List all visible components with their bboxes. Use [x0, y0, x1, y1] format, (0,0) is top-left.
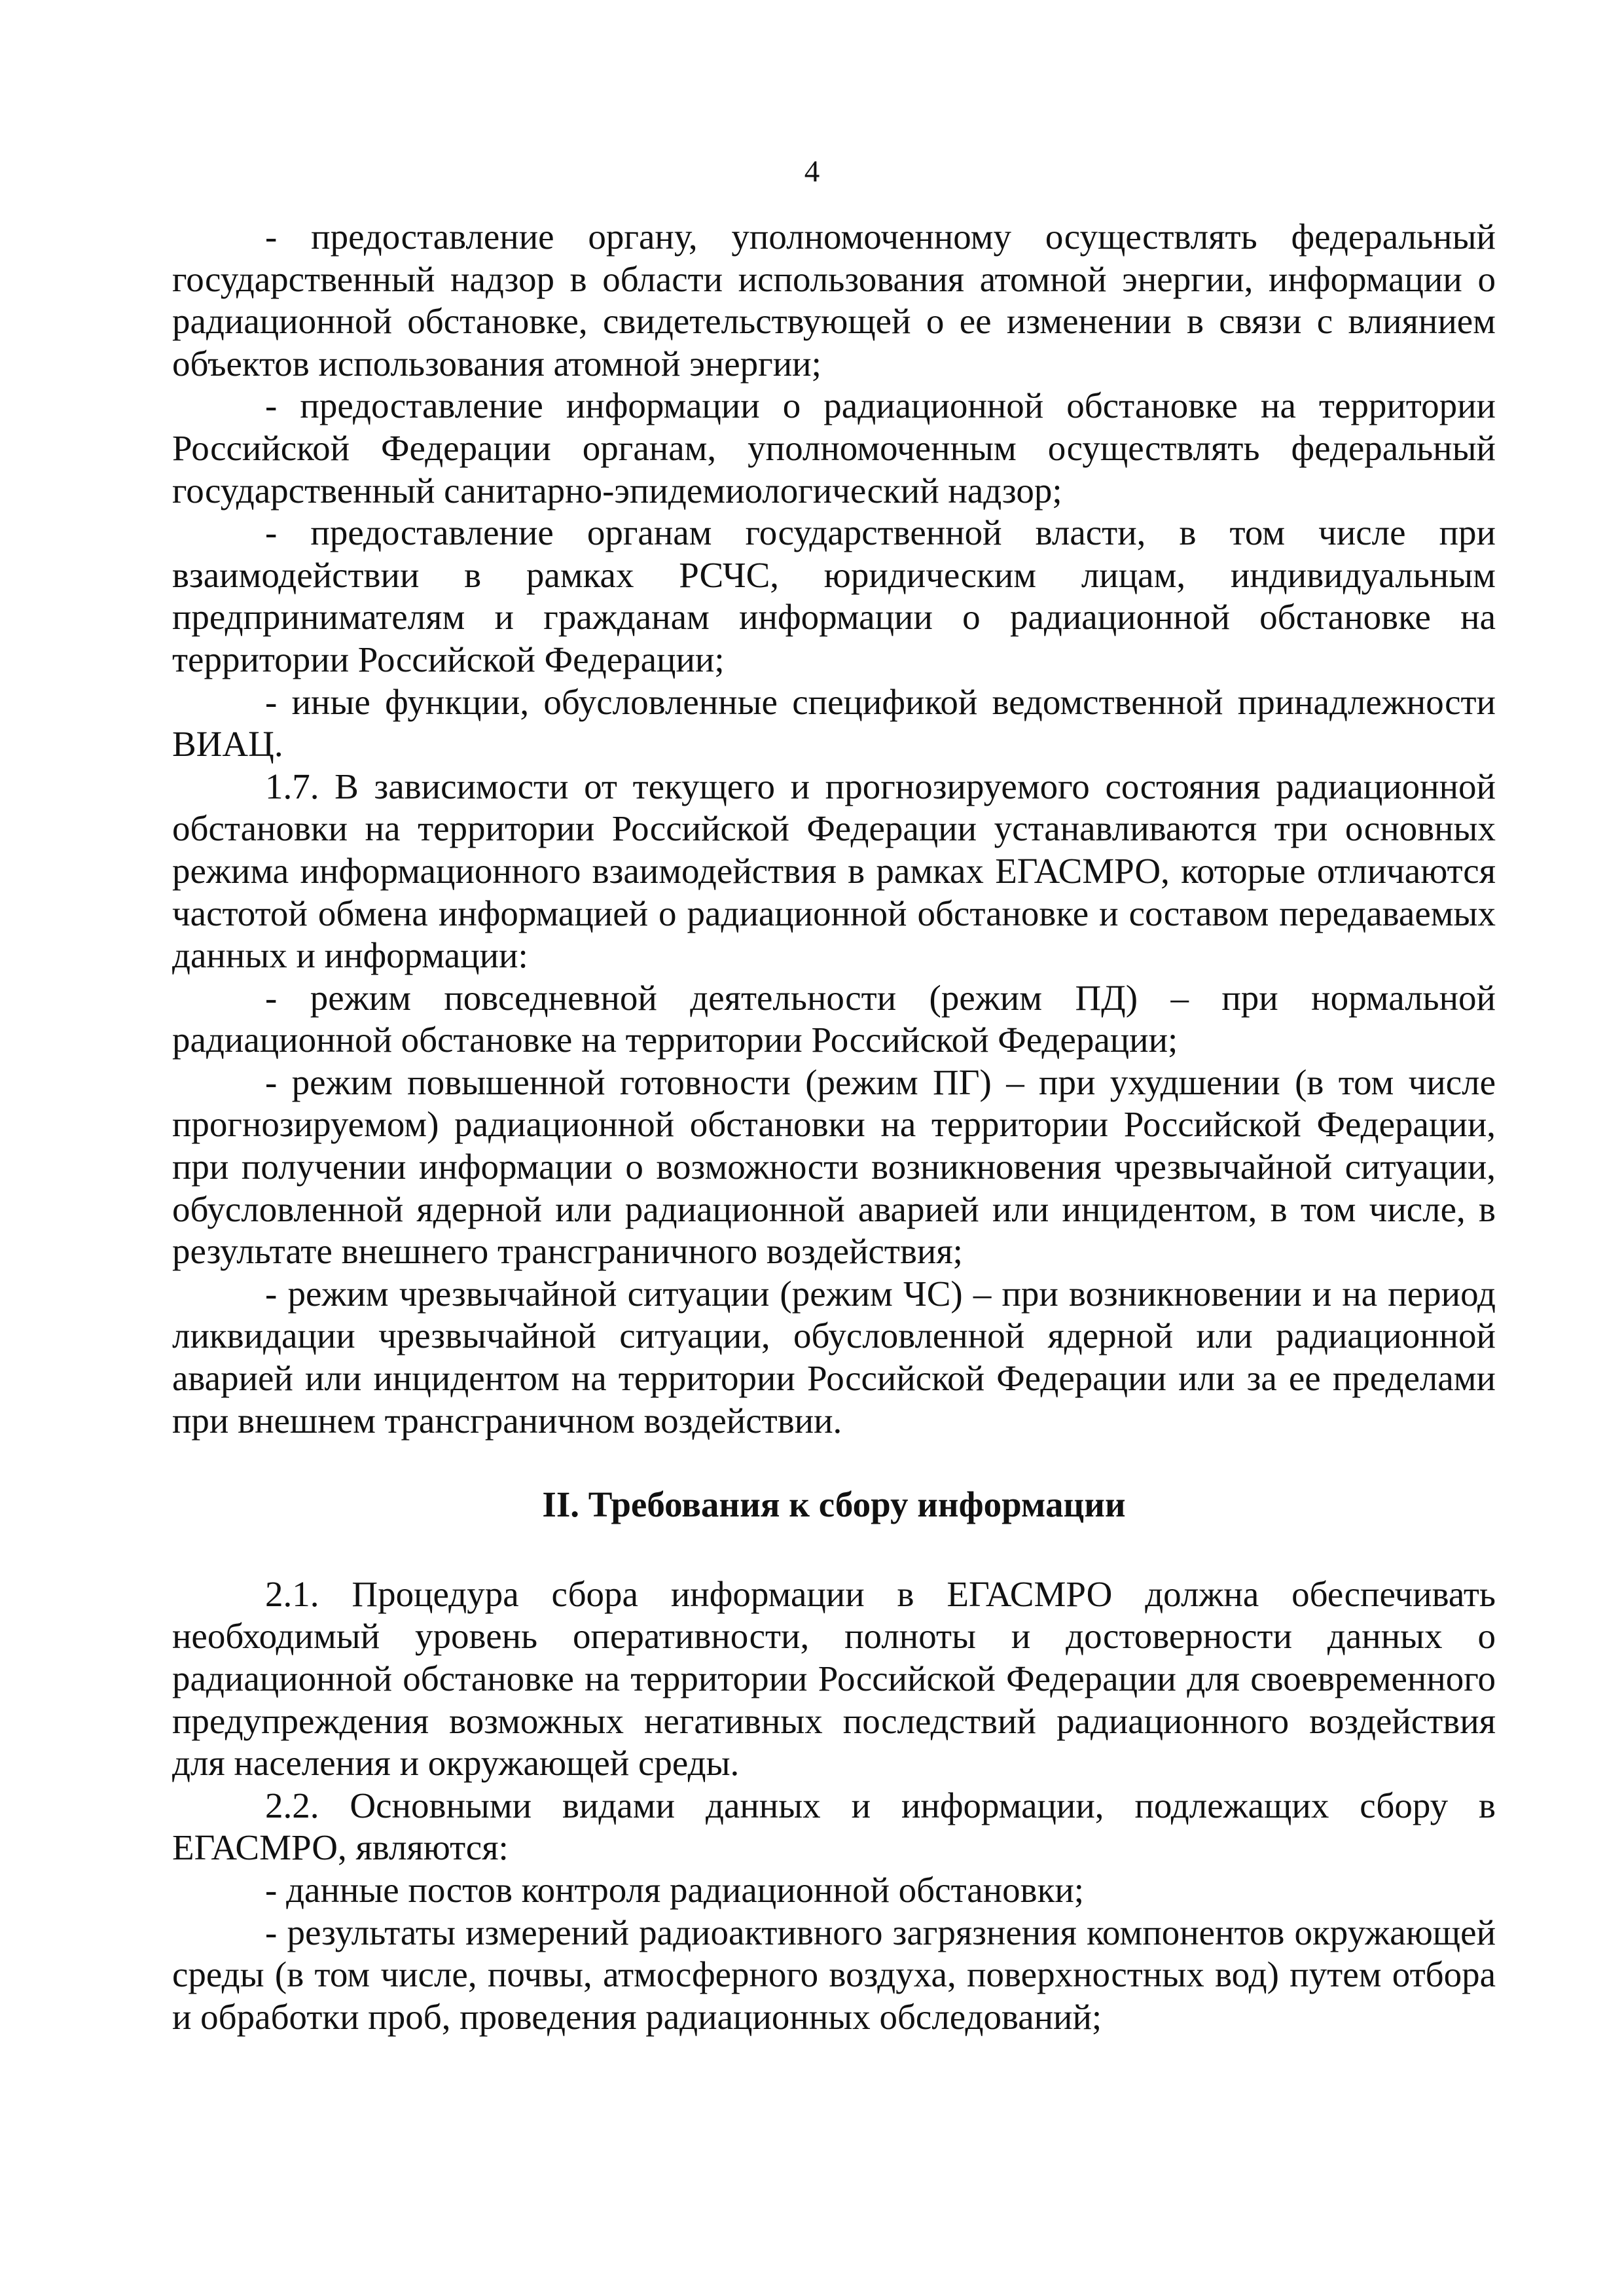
paragraph-bullet-other-functions: - иные функции, обусловленные спецификой ведомственной принадлежности ВИАЦ.: [172, 681, 1496, 764]
paragraph-bullet-nadzor-atom: - предоставление органу, уполномоченному осуществлять федеральный государственный надзор в области использования атомной энергии, информации о радиационной обстановке, свидетельствующей о ее изменении в связи с влиянием объектов использования атомной энергии;: [172, 217, 1496, 384]
document-body: [172, 216, 1496, 2038]
page-number: 4: [804, 154, 820, 188]
paragraph-2-1: 2.1. Процедура сбора информации в ЕГАСМРО должна обеспечивать необходимый уровень оперативности, полноты и достоверности данных о радиационной обстановке на территории Российской Федерации для своевременного предупреждения возможных негативных последствий радиационного воздействия для населения и окружающей среды.: [172, 1573, 1496, 1784]
paragraph-bullet-sanitary: - предоставление информации о радиационной обстановке на территории Российской Федерации органам, уполномоченным осуществлять федеральный государственный санитарно-эпидемиологический надзор;: [172, 386, 1496, 511]
section-heading: II. Требования к сбору информации: [542, 1484, 1126, 1525]
paragraph-mode-pd: - режим повседневной деятельности (режим ПД) – при нормальной радиационной обстановке на территории Российской Федерации;: [172, 977, 1496, 1060]
paragraph-bullet-measurements: - результаты измерений радиоактивного загрязнения компонентов окружающей среды (в том числе, почвы, атмосферного воздуха, поверхностных вод) путем отбора и обработки проб, проведения радиационных обследований;: [172, 1912, 1496, 2037]
paragraph-bullet-authorities: - предоставление органам государственной власти, в том числе при взаимодействии в рамках РСЧС, юридическим лицам, индивидуальным предпринимателям и гражданам информации о радиационной обстановке на территории Российской Федерации;: [172, 512, 1496, 679]
paragraph-mode-chs: - режим чрезвычайной ситуации (режим ЧС) – при возникновении и на период ликвидации чрезвычайной ситуации, обусловленной ядерной или радиационной аварией или инцидентом на территории Российской Федерации или за ее пределами при внешнем трансграничном воздействии.: [172, 1273, 1496, 1441]
paragraph-1-7: 1.7. В зависимости от текущего и прогнозируемого состояния радиационной обстановки на территории Российской Федерации устанавливаются три основных режима информационного взаимодействия в рамках ЕГАСМРО, которые отличаются частотой обмена информацией о радиационной обстановке и составом передаваемых данных и информации:: [172, 766, 1496, 976]
paragraph-mode-pg: - режим повышенной готовности (режим ПГ) – при ухудшении (в том числе прогнозируемом) радиационной обстановки на территории Российской Федерации, при получении информации о возможности возникновения чрезвычайной ситуации, обусловленной ядерной или радиационной аварией или инцидентом, в том числе, в результате внешнего трансграничного воздействия;: [172, 1062, 1496, 1272]
paragraph-bullet-posts: - данные постов контроля радиационной обстановки;: [265, 1869, 1085, 1910]
paragraph-2-2: 2.2. Основными видами данных и информации, подлежащих сбору в ЕГАСМРО, являются:: [172, 1785, 1496, 1868]
